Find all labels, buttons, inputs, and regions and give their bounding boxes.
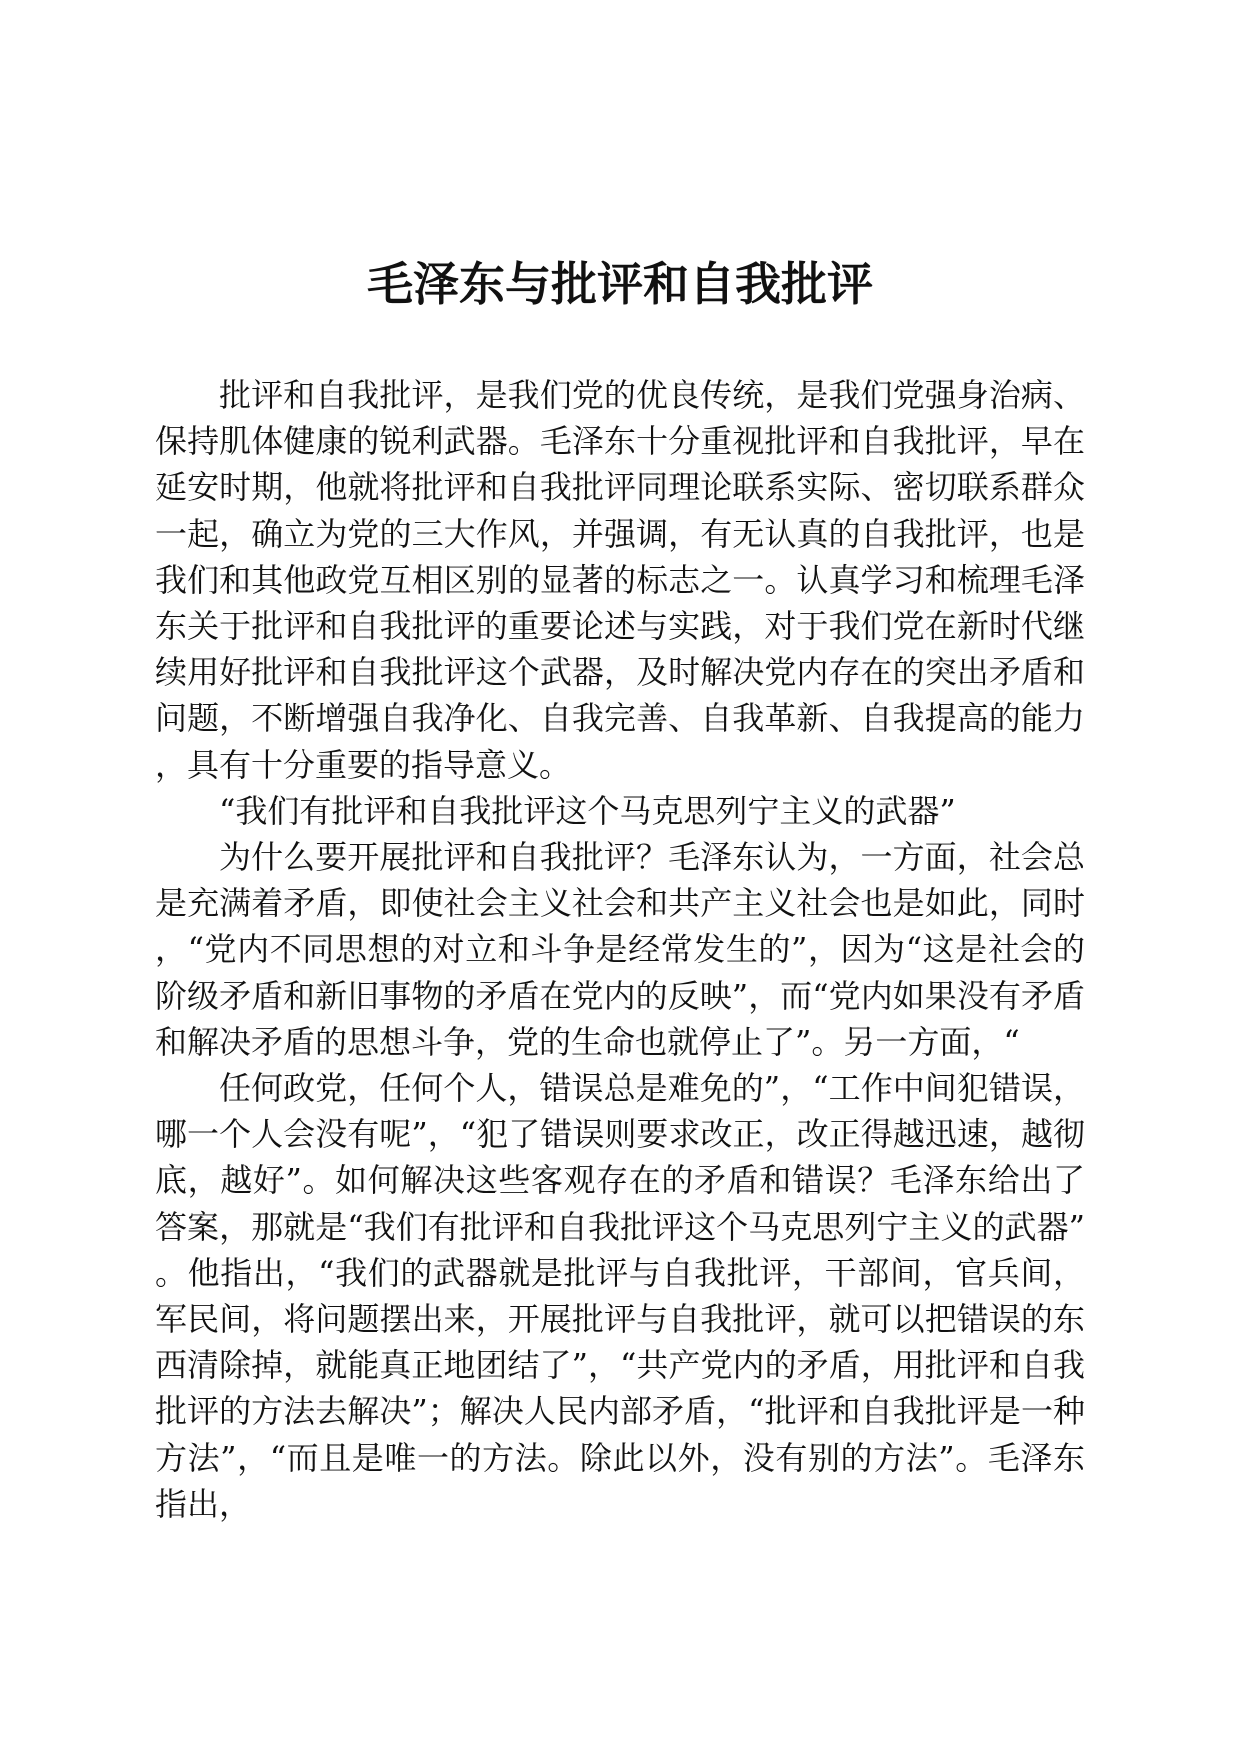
paragraph-why-criticism: 为什么要开展批评和自我批评？毛泽东认为，一方面，社会总是充满着矛盾，即使社会主义社会和共产主义社会也是如此，同时，“党内不同思想的对立和斗争是经常发生的”，因为“这是社会的阶级矛盾和新旧事物的矛盾在党内的反映”，而“党内如果没有矛盾和解决矛盾的思想斗争，党的生命也就停止了”。另一方面，“ xyxy=(155,838,1085,1061)
paragraph-intro: 批评和自我批评，是我们党的优良传统，是我们党强身治病、保持肌体健康的锐利武器。毛泽东十分重视批评和自我批评，早在延安时期，他就将批评和自我批评同理论联系实际、密切联系群众一起，确立为党的三大作风，并强调，有无认真的自我批评，也是我们和其他政党互相区别的显著的标志之一。认真学习和梳理毛泽东关于批评和自我批评的重要论述与实践，对于我们党在新时代继续用好批评和自我批评这个武器，及时解决党内存在的突出矛盾和问题，不断增强自我净化、自我完善、自我革新、自我提高的能力，具有十分重要的指导意义。 xyxy=(155,376,1085,784)
section-heading-quote: “我们有批评和自我批评这个马克思列宁主义的武器” xyxy=(219,791,956,830)
paragraph-errors-unavoidable: 任何政党，任何个人，错误总是难免的”，“工作中间犯错误，哪一个人会没有呢”，“犯了错误则要求改正，改正得越迅速，越彻底，越好”。如何解决这些客观存在的矛盾和错误？毛泽东给出了答案，那就是“我们有批评和自我批评这个马克思列宁主义的武器”。他指出，“我们的武器就是批评与自我批评，干部间，官兵间，军民间，将问题摆出来，开展批评与自我批评，就可以把错误的东西清除掉，就能真正地团结了”，“共产党内的矛盾，用批评和自我批评的方法去解决”；解决人民内部矛盾，“批评和自我批评是一种方法”，“而且是唯一的方法。除此以外，没有别的方法”。毛泽东指出， xyxy=(155,1069,1085,1523)
document-title: 毛泽东与批评和自我批评 xyxy=(367,257,873,311)
document-body xyxy=(155,372,1085,1527)
